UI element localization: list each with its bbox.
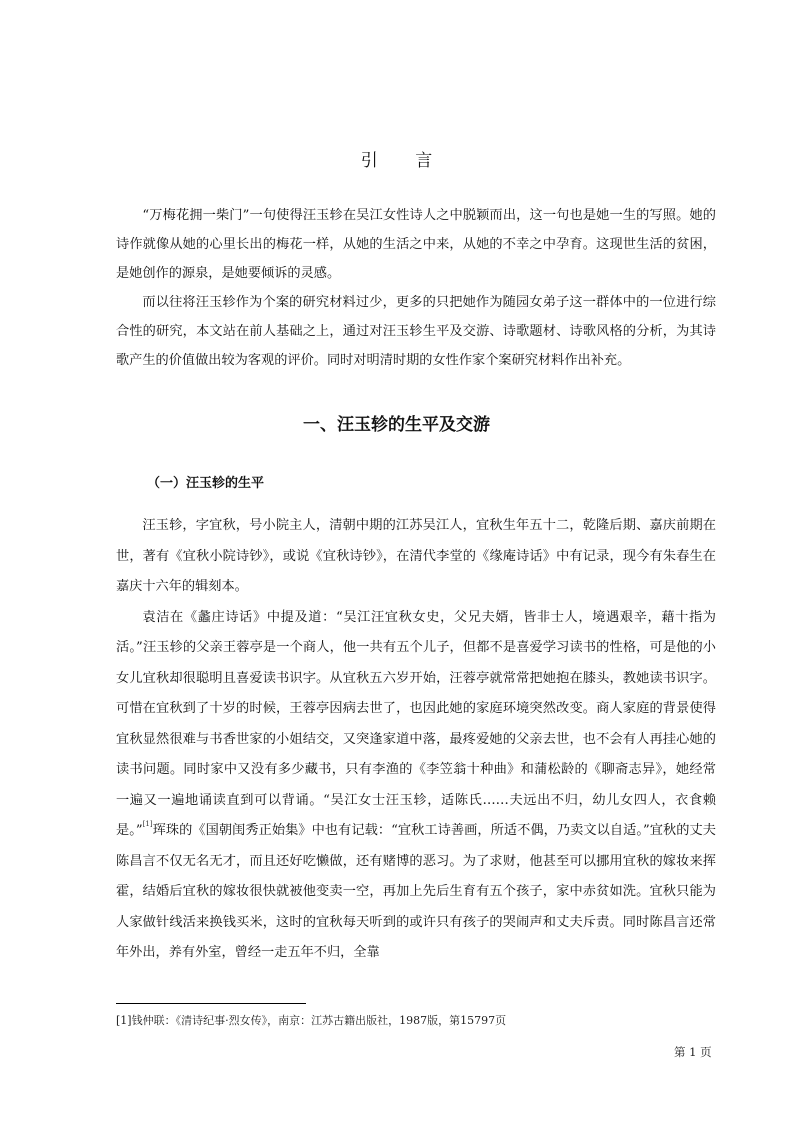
footnote: [1]钱仲联：《清诗纪事·烈女传》，南京：江苏古籍出版社，1987版，第15797页 — [116, 1014, 507, 1027]
main-section — [116, 511, 716, 969]
page-number: 第 1 页 — [674, 1045, 712, 1059]
intro-paragraph: “万梅花拥一柴门”一句使得汪玉轸在吴江女性诗人之中脱颖而出，这一句也是她一生的写照。她的诗作就像从她的心里长出的梅花一样，从她的生活之中来，从她的不幸之中孕育。这现世生活的贫困，是她创作的源泉，是她要倾诉的灵感。 — [116, 208, 716, 281]
body-text: 袁洁在《蠡庄诗话》中提及道：“吴江汪宜秋女史，父兄夫婿，皆非士人，境遇艰辛，藉十指为活。”汪玉轸的父亲王蓉亭是一个商人，他一共有五个儿子，但都不是喜爱学习读书的性格，可是他的小女儿宜秋却很聪明且喜爱读书识字。从宜秋五六岁开始，汪蓉亭就常常把她抱在膝头，教她读书识字。可惜在宜秋到了十岁的时候，王蓉亭因病去世了，也因此她的家庭环境突然改变。商人家庭的背景使得宜秋显然很难与书香世家的小姐结交，又突逢家道中落，最疼爱她的父亲去世，也不会有人再挂心她的读书问题。同时家中又没有多少藏书，只有李渔的《李笠翁十种曲》和蒲松龄的《聊斋志异》，她经常一遍又一遍地诵读直到可以背诵。“吴江女士汪玉轸，适陈氏……夫远出不归，幼儿女四人，衣食赖是。” — [116, 609, 716, 838]
subsection-heading: （一）汪玉轸的生平 — [147, 476, 265, 491]
body-text: 珲珠的《国朝闺秀正始集》中也有记载：“宜秋工诗善画，所适不偶，乃卖文以自适。”宜秋的丈夫陈昌言不仅无名无才，而且还好吃懒做，还有赌博的恶习。为了求财，他甚至可以挪用宜秋的嫁妆来挥霍，结婚后宜秋的嫁妆很快就被他变卖一空，再加上先后生育有五个孩子，家中赤贫如洗。宜秋只能为人家做针线活来换钱买米，这时的宜秋每天听到的或许只有孩子的哭闹声和丈夫斥责。同时陈昌言还常年外出，养有外室，曾经一走五年不归，全靠 — [116, 823, 716, 960]
footnote-reference[interactable]: [1] — [142, 820, 153, 828]
section-heading: 一、汪玉轸的生平及交游 — [303, 415, 490, 435]
intro-paragraph: 而以往将汪玉轸作为个案的研究材料过少，更多的只把她作为随园女弟子这一群体中的一位进行综合性的研究，本文站在前人基础之上，通过对汪玉轸生平及交游、诗歌题材、诗歌风格的分析，为其诗歌产生的价值做出较为客观的评价。同时对明清时期的女性作家个案研究材料作出补充。 — [116, 295, 716, 368]
footnote-divider — [116, 1003, 306, 1004]
body-paragraph — [116, 603, 716, 969]
page-title: 引 言 — [360, 151, 449, 171]
body-paragraph: 汪玉轸，字宜秋，号小院主人，清朝中期的江苏吴江人，宜秋生年五十二，乾隆后期、嘉庆前期在世，著有《宜秋小院诗钞》，或说《宜秋诗钞》，在清代李堂的《缘庵诗话》中有记录，现今有朱春生在嘉庆十六年的辑刻本。 — [116, 518, 716, 594]
intro-section — [116, 201, 716, 375]
